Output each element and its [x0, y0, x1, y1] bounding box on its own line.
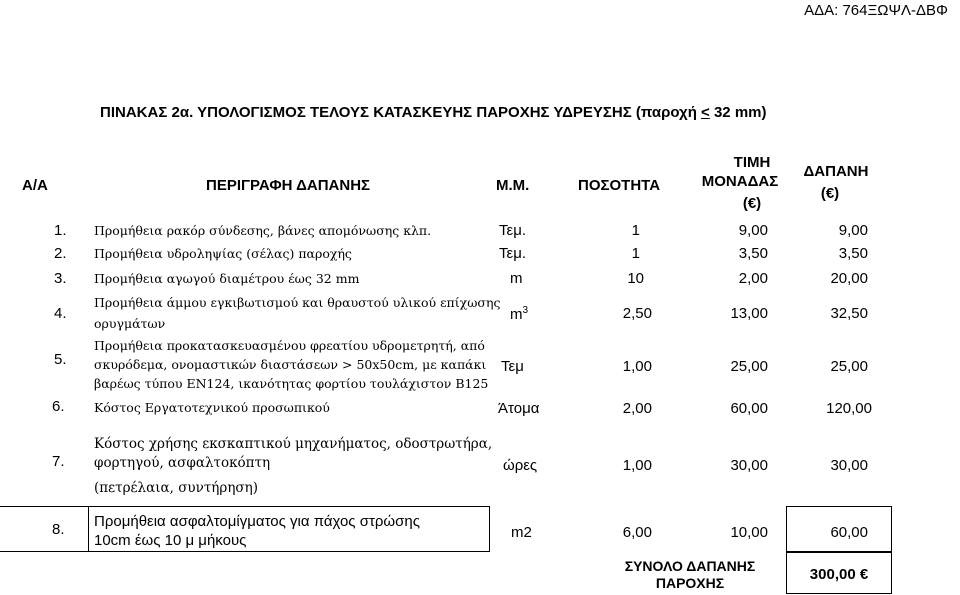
- header-description: ΠΕΡΙΓΡΑΦΗ ΔΑΠΑΝΗΣ: [206, 177, 371, 194]
- total-label-line2: ΠΑΡΟΧΗΣ: [655, 575, 725, 591]
- row-description-line2: 10cm έως 10 μ μήκους: [94, 532, 247, 549]
- header-unit: Μ.Μ.: [496, 177, 530, 194]
- row-unit: m2: [511, 524, 532, 541]
- row-unit: Τεμ.: [499, 245, 527, 262]
- row-unit-price: 9,00: [738, 222, 768, 239]
- row-unit: m: [510, 270, 523, 287]
- row-unit-price: 10,00: [730, 524, 768, 541]
- row-number: 8.: [52, 521, 65, 538]
- row-description-line3: (πετρέλαια, συντήρηση): [94, 480, 258, 496]
- row-description: Κόστος Εργατοτεχνικού προσωπικού: [94, 400, 330, 415]
- row-quantity: 10: [627, 270, 644, 287]
- header-unit-price-line3: (€): [742, 195, 762, 212]
- row-unit-price: 25,00: [730, 358, 768, 375]
- row-unit: ώρες: [503, 457, 538, 474]
- row-description-line2: σκυρόδεμα, ονομαστικών διαστάσεων > 50x50cm, με καπάκι: [94, 357, 487, 372]
- row-unit-price: 30,00: [730, 457, 768, 474]
- row-quantity: 6,00: [622, 524, 652, 541]
- row-description-line1: Προμήθεια προκατασκευασμένου φρεατίου υδρομετρητή, από: [94, 338, 485, 353]
- header-cost-line2: (€): [820, 185, 840, 202]
- row-unit-price: 3,50: [738, 245, 768, 262]
- row-quantity: 2,00: [622, 400, 652, 417]
- row-number: 4.: [54, 305, 67, 322]
- row-unit-price: 2,00: [738, 270, 768, 287]
- row-cost: 32,50: [830, 305, 868, 322]
- title-prefix: ΠΙΝΑΚΑΣ 2α. ΥΠΟΛΟΓΙΣΜΟΣ ΤΕΛΟΥΣ ΚΑΤΑΣΚΕΥΗΣ ΠΑΡΟΧΗΣ ΥΔΡΕΥΣΗΣ (παροχή: [100, 104, 702, 121]
- header-unit-price-line1: ΤΙΜΗ: [733, 154, 771, 171]
- unit-superscript: 3: [522, 305, 529, 316]
- row-quantity: 1: [631, 222, 640, 239]
- title-less-than: <: [701, 104, 710, 121]
- row-unit: $m^3$: [510, 305, 529, 323]
- row-quantity: 1,00: [622, 457, 652, 474]
- row-unit-price: 13,00: [730, 305, 768, 322]
- row-unit-price: 60,00: [730, 400, 768, 417]
- row-number: 6.: [52, 398, 65, 415]
- row-cost: 20,00: [830, 270, 868, 287]
- row-cost: 25,00: [830, 358, 868, 375]
- row-description-line3: βαρέως τύπου ΕΝ124, ικανότητας φορτίου τουλάχιστον Β125: [94, 376, 489, 391]
- row-description-line1: Κόστος χρήσης εκσκαπτικού μηχανήματος, οδοστρωτήρα,: [94, 436, 493, 452]
- row-cost: 120,00: [826, 400, 872, 417]
- row-description-line2: φορτηγού, ασφαλτοκόπτη: [94, 455, 271, 471]
- row-number: 3.: [54, 270, 67, 287]
- header-unit-price-line2: ΜΟΝΑΔΑΣ: [701, 173, 779, 190]
- header-aa: Α/Α: [22, 177, 48, 194]
- row8-number-cell: [0, 506, 89, 552]
- row-number: 2.: [54, 245, 67, 262]
- row-number: 1.: [54, 222, 67, 239]
- row8-cost-cell: [786, 506, 892, 552]
- row-unit: Τεμ: [501, 358, 524, 375]
- row-cost: 3,50: [838, 245, 868, 262]
- row-description-line2: ορυγμάτων: [94, 316, 166, 331]
- row-number: 5.: [54, 351, 67, 368]
- title-suffix: 32 mm): [709, 104, 767, 121]
- row-unit: Τεμ.: [499, 222, 527, 239]
- row-cost: 60,00: [830, 524, 868, 541]
- row-cost: 9,00: [838, 222, 868, 239]
- row-description: Προμήθεια αγωγού διαμέτρου έως 32 mm: [94, 271, 360, 286]
- row-quantity: 2,50: [622, 305, 652, 322]
- row-quantity: 1,00: [622, 358, 652, 375]
- row-description-line1: Προμήθεια ασφαλτομίγματος για πάχος στρώσης: [94, 513, 420, 530]
- total-value: 300,00 €: [809, 566, 869, 583]
- row8-description-cell: [88, 506, 490, 552]
- row-description: Προμήθεια υδροληψίας (σέλας) παροχής: [94, 246, 352, 261]
- row-number: 7.: [52, 453, 65, 470]
- table-title: [100, 104, 767, 121]
- row-cost: 30,00: [830, 457, 868, 474]
- row-description: Προμήθεια ρακόρ σύνδεσης, βάνες απομόνωσης κλπ.: [94, 223, 432, 238]
- header-quantity: ΠΟΣΟΤΗΤΑ: [578, 177, 661, 194]
- row-quantity: 1: [631, 245, 640, 262]
- row-description-line1: Προμήθεια άμμου εγκιβωτισμού και θραυστού υλικού επίχωσης: [94, 295, 501, 310]
- header-cost-line1: ΔΑΠΑΝΗ: [803, 163, 869, 180]
- total-label-line1: ΣΥΝΟΛΟ ΔΑΠΑΝΗΣ: [624, 558, 756, 574]
- row-unit: Άτομα: [498, 400, 540, 417]
- document-reference: ΑΔΑ: 764ΞΩΨΛ-ΔΒΦ: [804, 2, 948, 19]
